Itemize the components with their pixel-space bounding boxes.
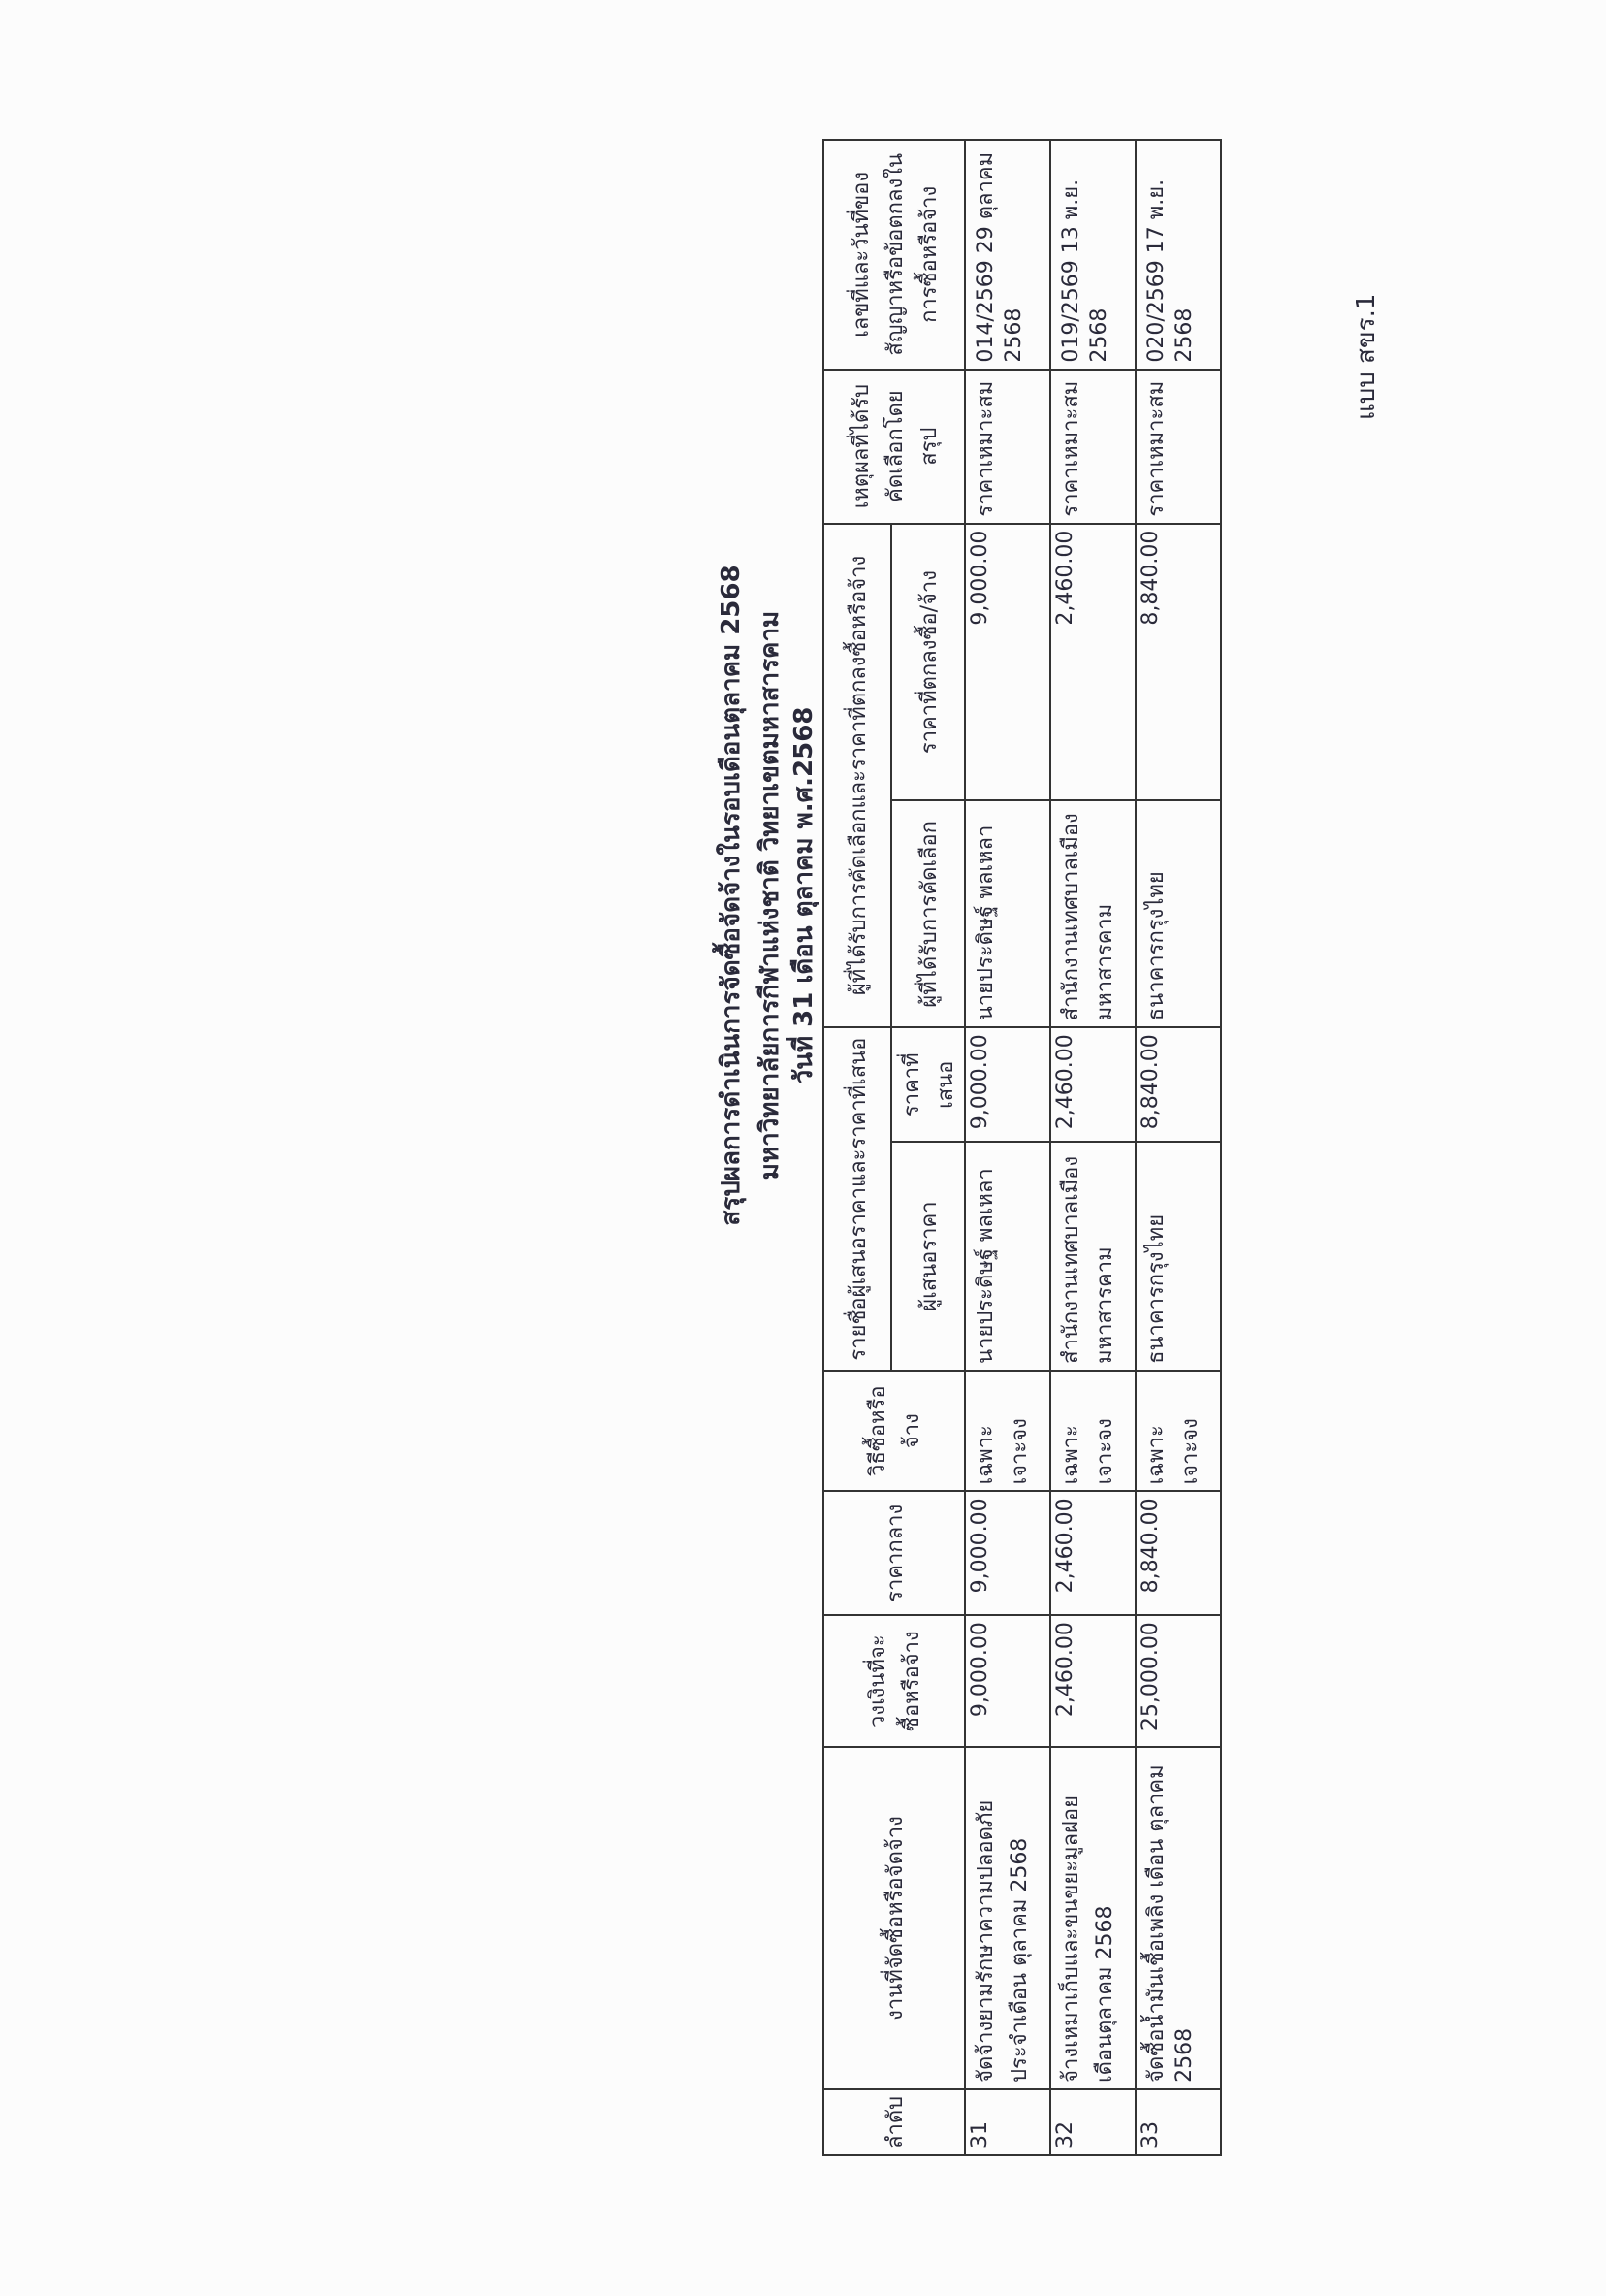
col-header-no: ลำดับ: [823, 2089, 965, 2155]
col-header-winner: ผู้ที่ได้รับการคัดเลือก: [891, 800, 965, 1027]
col-group-winner: ผู้ที่ได้รับการคัดเลือกและราคาที่ตกลงซื้อหรือจ้าง: [823, 524, 891, 1028]
col-header-work: งานที่จัดซื้อหรือจัดจ้าง: [823, 1747, 965, 2089]
cell-agreed-price: 8,840.00: [1136, 524, 1221, 801]
cell-reason: ราคาเหมาะสม: [1050, 370, 1136, 524]
cell-bidder: นายประดิษฐ์ พลเหลา: [965, 1142, 1050, 1371]
cell-winner: ธนาคารกรุงไทย: [1136, 800, 1221, 1027]
cell-agreed-price: 9,000.00: [965, 524, 1050, 801]
cell-work: จ้างเหมาเก็บและขนขยะมูลฝอย เดือนตุลาคม 2568: [1050, 1747, 1136, 2089]
cell-winner: สำนักงานเทศบาลเมือง มหาสารคาม: [1050, 800, 1136, 1027]
col-header-contract: เลขที่และวันที่ของสัญญาหรือข้อตกลงในการซื้อหรือจ้าง: [823, 140, 965, 370]
col-header-bidder: ผู้เสนอราคา: [891, 1142, 965, 1371]
col-header-bid-price: ราคาที่เสนอ: [891, 1027, 965, 1142]
form-code: แบบ สขร.1: [1352, 293, 1381, 420]
procurement-table: [822, 139, 1222, 2156]
cell-method: เฉพาะเจาะจง: [1136, 1371, 1221, 1491]
table-row: [965, 140, 1050, 2155]
cell-reason: ราคาเหมาะสม: [965, 370, 1050, 524]
cell-contract: 020/2569 17 พ.ย. 2568: [1136, 140, 1221, 370]
rotated-content: [177, 139, 1467, 2156]
cell-budget: 2,460.00: [1050, 1615, 1136, 1747]
col-group-bids: รายชื่อผู้เสนอราคาและราคาที่เสนอ: [823, 1027, 891, 1371]
cell-contract: 014/2569 29 ตุลาคม 2568: [965, 140, 1050, 370]
table-row: [1050, 140, 1136, 2155]
cell-method: เฉพาะเจาะจง: [1050, 1371, 1136, 1491]
col-header-method: วิธีซื้อหรือจ้าง: [823, 1371, 965, 1491]
cell-no: 33: [1136, 2089, 1221, 2155]
table-row: [1136, 140, 1221, 2155]
cell-contract: 019/2569 13 พ.ย. 2568: [1050, 140, 1136, 370]
col-header-agreed-price: ราคาที่ตกลงซื้อ/จ้าง: [891, 524, 965, 801]
cell-mid-price: 2,460.00: [1050, 1491, 1136, 1615]
cell-bid-price: 2,460.00: [1050, 1027, 1136, 1142]
cell-budget: 25,000.00: [1136, 1615, 1221, 1747]
cell-work: จัดจ้างยามรักษาความปลอดภัย ประจำเดือน ตุลาคม 2568: [965, 1747, 1050, 2089]
cell-mid-price: 9,000.00: [965, 1491, 1050, 1615]
organization-name: มหาวิทยาลัยการกีฬาแห่งชาติ วิทยาเขตมหาสารคาม: [755, 610, 785, 1180]
col-header-mid-price: ราคากลาง: [823, 1491, 965, 1615]
cell-bidder: สำนักงานเทศบาลเมือง มหาสารคาม: [1050, 1142, 1136, 1371]
cell-agreed-price: 2,460.00: [1050, 524, 1136, 801]
cell-bidder: ธนาคารกรุงไทย: [1136, 1142, 1221, 1371]
report-title: สรุปผลการดำเนินการจัดซื้อจัดจ้างในรอบเดือนตุลาคม 2568: [717, 565, 746, 1226]
cell-winner: นายประดิษฐ์ พลเหลา: [965, 800, 1050, 1027]
cell-budget: 9,000.00: [965, 1615, 1050, 1747]
cell-reason: ราคาเหมาะสม: [1136, 370, 1221, 524]
cell-bid-price: 8,840.00: [1136, 1027, 1221, 1142]
col-header-budget: วงเงินที่จะซื้อหรือจ้าง: [823, 1615, 965, 1747]
cell-method: เฉพาะเจาะจง: [965, 1371, 1050, 1491]
cell-mid-price: 8,840.00: [1136, 1491, 1221, 1615]
cell-work: จัดซื้อน้ำมันเชื้อเพลิง เดือน ตุลาคม 2568: [1136, 1747, 1221, 2089]
cell-bid-price: 9,000.00: [965, 1027, 1050, 1142]
cell-no: 32: [1050, 2089, 1136, 2155]
cell-no: 31: [965, 2089, 1050, 2155]
col-header-reason: เหตุผลที่ได้รับคัดเลือกโดยสรุป: [823, 370, 965, 524]
report-date: วันที่ 31 เดือน ตุลาคม พ.ศ.2568: [789, 706, 819, 1084]
